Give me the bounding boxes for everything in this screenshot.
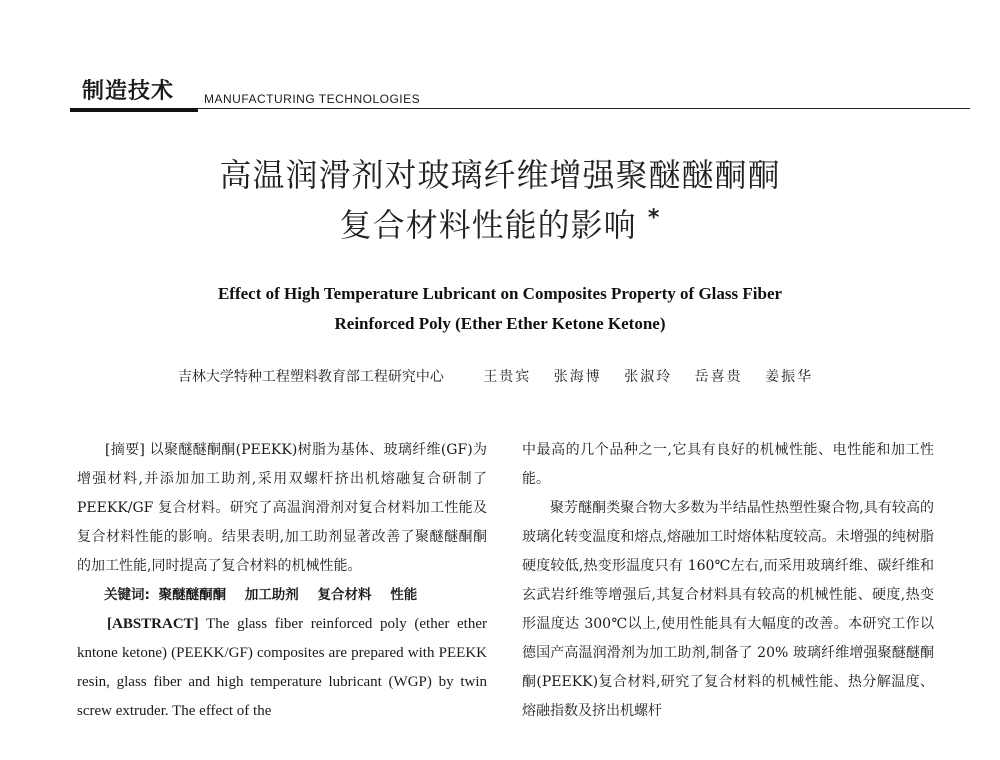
title-cn-line1 <box>0 150 1000 196</box>
abstract-en-text: The glass fiber reinforced poly (ether ether kntone ketone) (PEEKK/GF) composites are prepared with PEEKK resin, glass fiber and high temperature lubricant (WGP) by twin screw extruder. The effect of the <box>77 616 487 719</box>
title-en-line2: Reinforced Poly (Ether Ether Ketone Ketone) <box>334 314 666 333</box>
abstract-en <box>77 610 487 726</box>
left-column <box>77 436 487 726</box>
author: 王贵宾 <box>483 369 532 385</box>
header-rule <box>70 108 970 109</box>
running-header <box>70 72 970 112</box>
title-cn-line1-text: 高温润滑剂对玻璃纤维增强聚醚醚酮酮 <box>219 156 781 194</box>
keyword: 复合材料 <box>317 587 372 603</box>
title-cn-line2 <box>0 200 1000 246</box>
keyword: 性能 <box>390 587 418 603</box>
footnote-marker: * <box>647 205 661 231</box>
byline <box>0 366 1000 386</box>
body-paragraph: 中最高的几个品种之一,它具有良好的机械性能、电性能和加工性能。 <box>522 442 934 487</box>
abstract-cn-text: 以聚醚醚酮酮(PEEKK)树脂为基体、玻璃纤维(GF)为增强材料,并添加加工助剂,采用双螺杆挤出机熔融复合研制了 PEEKK/GF 复合材料。研究了高温润滑剂对复合材料加工性能及复合材料性能的影响。结果表明,加工助剂显著改善了聚醚醚酮酮的加工性能,同时提高了复合材料的机械性能。 <box>77 442 487 574</box>
title-en-line1: Effect of High Temperature Lubricant on Composites Property of Glass Fiber <box>217 284 783 303</box>
section-title-cn: 制造技术 <box>82 79 175 104</box>
right-column <box>522 436 934 726</box>
keyword: 聚醚醚酮酮 <box>158 587 227 603</box>
author: 张淑玲 <box>624 369 673 385</box>
title-cn-line2-text: 复合材料性能的影响 <box>339 206 637 244</box>
keywords <box>77 581 487 610</box>
abstract-en-label: [ABSTRACT] <box>107 616 199 632</box>
abstract-cn-label: [摘要] <box>105 442 145 458</box>
keyword: 加工助剂 <box>244 587 299 603</box>
author-list <box>474 369 822 385</box>
author: 张海博 <box>553 369 602 385</box>
author: 岳喜贵 <box>694 369 743 385</box>
body-paragraph: 聚芳醚酮类聚合物大多数为半结晶性热塑性聚合物,具有较高的玻璃化转变温度和熔点,熔融加工时熔体粘度较高。未增强的纯树脂硬度较低,热变形温度只有 160℃左右,而采用玻璃纤维、碳纤维和玄武岩纤维等增强后,其复合材料具有较高的机械性能、硬度,热变形温度达 300℃以上,使用性能具有大幅度的改善。本研究工作以德国产高温润滑剂为加工助剂,制备了 20% 玻璃纤维增强聚醚醚酮酮(PEEKK)复合材料,研究了复合材料的机械性能、热分解温度、熔融指数及挤出机螺杆 <box>522 500 934 719</box>
section-title-en: MANUFACTURING TECHNOLOGIES <box>204 92 421 106</box>
author: 姜振华 <box>765 369 814 385</box>
affiliation: 吉林大学特种工程塑料教育部工程研究中心 <box>177 369 444 385</box>
abstract-cn <box>77 436 487 581</box>
header-rule-accent <box>70 108 198 112</box>
keywords-label: 关键词: <box>104 587 150 603</box>
